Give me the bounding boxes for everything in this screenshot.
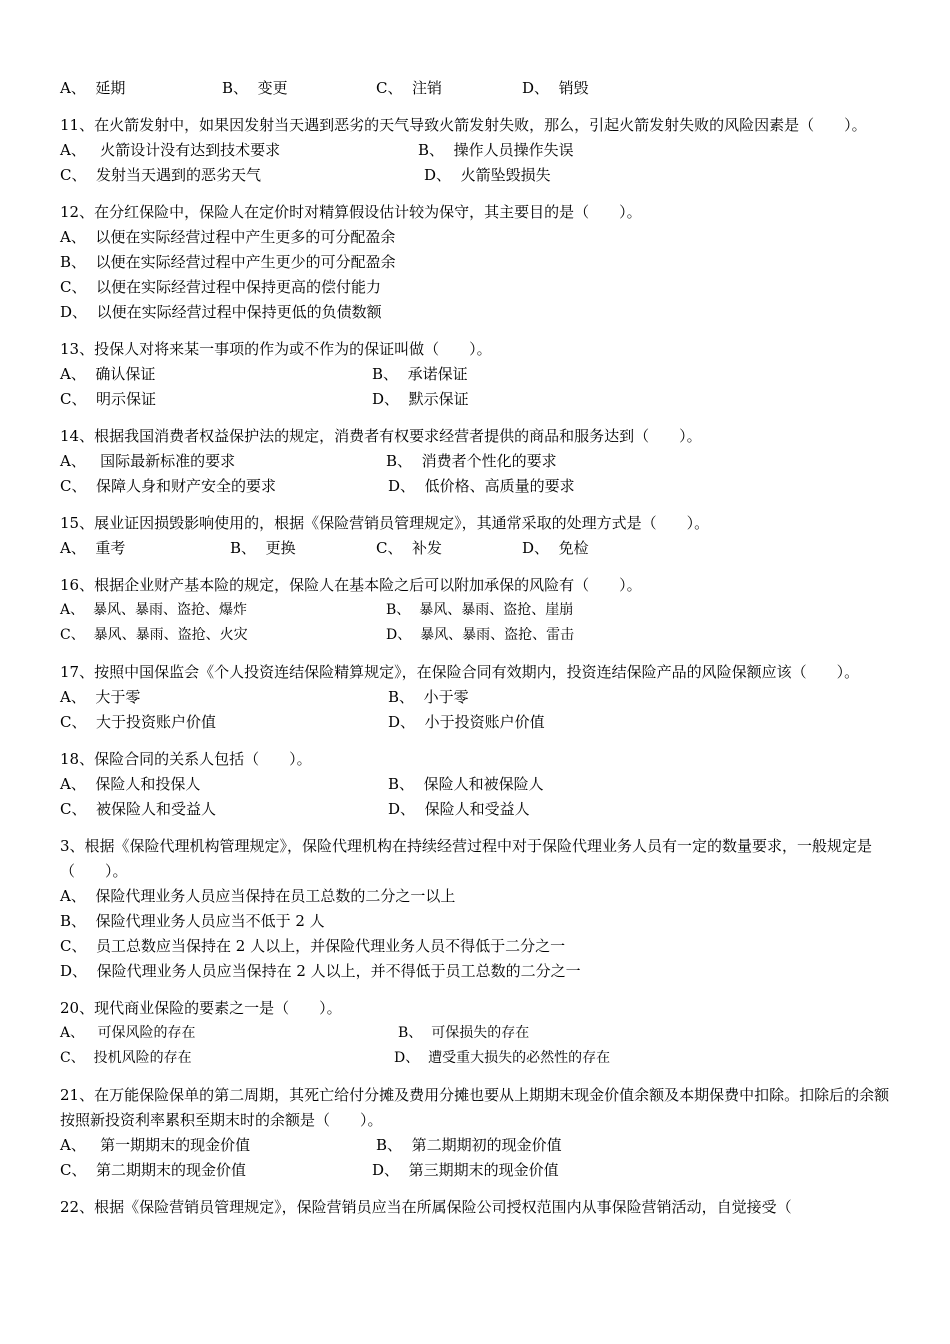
option-b: B、 操作人员操作失误: [418, 141, 574, 159]
option-a: A、 保险人和投保人: [60, 775, 201, 793]
options-row: [60, 536, 900, 561]
option-c: C、 第二期期末的现金价值: [60, 1161, 247, 1179]
option-c: C、 投机风险的存在: [60, 1050, 192, 1066]
question-block: [60, 573, 900, 648]
option-a: A、 第一期期末的现金价值: [60, 1136, 251, 1154]
question-block: [60, 1195, 900, 1220]
option-c: C、 暴风、暴雨、盗抢、火灾: [60, 627, 248, 643]
option-b: B、 保险代理业务人员应当不低于 2 人: [60, 912, 325, 930]
options-row: [60, 623, 900, 648]
question-stem: 3、根据《保险代理机构管理规定》，保险代理机构在持续经营过程中对于保险代理业务人员有一定的数量要求，一般规定是（ ）。: [60, 837, 873, 880]
options-row: [60, 362, 900, 387]
question-block: [60, 337, 900, 412]
option-c: C、 大于投资账户价值: [60, 713, 217, 731]
question-stem: 22、根据《保险营销员管理规定》，保险营销员应当在所属保险公司授权范围内从事保险营销活动，自觉接受（: [60, 1198, 792, 1216]
question-block: [60, 996, 900, 1071]
options-row: [60, 772, 900, 797]
option-a: A、 确认保证: [60, 365, 156, 383]
option-d: D、 低价格、高质量的要求: [388, 477, 575, 495]
options-row: [60, 685, 900, 710]
option-c: C、 注销: [376, 79, 443, 97]
question-block: [60, 1083, 900, 1183]
option-b: B、 以便在实际经营过程中产生更少的可分配盈余: [60, 253, 396, 271]
options-row: [60, 1021, 900, 1046]
options-row: [60, 1158, 900, 1183]
option-d: D、 以便在实际经营过程中保持更低的负债数额: [60, 303, 382, 321]
question-block: [60, 511, 900, 561]
option-a: A、 国际最新标准的要求: [60, 452, 236, 470]
question-block: [60, 834, 900, 984]
option-b: B、 暴风、暴雨、盗抢、崖崩: [386, 602, 574, 618]
option-b: B、 变更: [222, 79, 288, 97]
option-a: A、 延期: [60, 79, 126, 97]
option-d: D、 遭受重大损失的必然性的存在: [394, 1050, 611, 1066]
option-d: D、 火箭坠毁损失: [424, 166, 551, 184]
options-row: [60, 474, 900, 499]
question-stem: 17、按照中国保监会《个人投资连结保险精算规定》，在保险合同有效期内，投资连结保险产品的风险保额应该（ ）。: [60, 663, 860, 681]
option-d: D、 第三期期末的现金价值: [372, 1161, 559, 1179]
options-row: [60, 710, 900, 735]
option-c: C、 补发: [376, 539, 443, 557]
question-stem: 18、保险合同的关系人包括（ ）。: [60, 750, 312, 768]
option-d: D、 保险人和受益人: [388, 800, 530, 818]
question-stem: 16、根据企业财产基本险的规定，保险人在基本险之后可以附加承保的风险有（ ）。: [60, 576, 642, 594]
option-a: A、 火箭设计没有达到技术要求: [60, 141, 281, 159]
options-row: [60, 387, 900, 412]
options-row: [60, 138, 900, 163]
option-a: A、 保险代理业务人员应当保持在员工总数的二分之一以上: [60, 887, 456, 905]
option-c: C、 发射当天遇到的恶劣天气: [60, 166, 262, 184]
options-row: [60, 797, 900, 822]
question-stem: 11、在火箭发射中，如果因发射当天遇到恶劣的天气导致火箭发射失败，那么，引起火箭发射失败的风险因素是（ ）。: [60, 116, 867, 134]
options-row: [60, 449, 900, 474]
question-block: [60, 424, 900, 499]
option-d: D、 默示保证: [372, 390, 469, 408]
option-a: A、 以便在实际经营过程中产生更多的可分配盈余: [60, 228, 396, 246]
option-a: A、 重考: [60, 539, 126, 557]
question-block: [60, 76, 900, 101]
option-a: A、 可保风险的存在: [60, 1025, 196, 1041]
option-b: B、 可保损失的存在: [398, 1025, 530, 1041]
option-d: D、 销毁: [522, 79, 589, 97]
option-b: B、 小于零: [388, 688, 469, 706]
option-d: D、 保险代理业务人员应当保持在 2 人以上，并不得低于员工总数的二分之一: [60, 962, 581, 980]
option-b: B、 承诺保证: [372, 365, 468, 383]
question-stem: 21、在万能保险保单的第二周期，其死亡给付分摊及费用分摊也要从上期期末现金价值余额及本期保费中扣除。扣除后的余额按照新投资利率累积至期末时的余额是（ ）。: [60, 1086, 890, 1129]
option-c: C、 以便在实际经营过程中保持更高的偿付能力: [60, 278, 382, 296]
question-block: [60, 113, 900, 188]
option-c: C、 保障人身和财产安全的要求: [60, 477, 277, 495]
question-stem: 12、在分红保险中，保险人在定价时对精算假设估计较为保守，其主要目的是（ ）。: [60, 203, 642, 221]
option-b: B、 消费者个性化的要求: [386, 452, 557, 470]
option-b: B、 保险人和被保险人: [388, 775, 544, 793]
exam-page: [60, 76, 900, 1220]
question-stem: 13、投保人对将来某一事项的作为或不作为的保证叫做（ ）。: [60, 340, 492, 358]
option-d: D、 小于投资账户价值: [388, 713, 545, 731]
options-row: [60, 163, 900, 188]
option-d: D、 暴风、暴雨、盗抢、雷击: [386, 627, 575, 643]
question-block: [60, 200, 900, 325]
question-block: [60, 660, 900, 735]
question-stem: 15、展业证因损毁影响使用的，根据《保险营销员管理规定》，其通常采取的处理方式是（ ）。: [60, 514, 710, 532]
options-row: [60, 76, 900, 101]
option-c: C、 员工总数应当保持在 2 人以上，并保险代理业务人员不得低于二分之一: [60, 937, 566, 955]
question-stem: 20、现代商业保险的要素之一是（ ）。: [60, 999, 342, 1017]
options-row: [60, 1046, 900, 1071]
option-b: B、 更换: [230, 539, 296, 557]
options-row: [60, 1133, 900, 1158]
option-c: C、 被保险人和受益人: [60, 800, 217, 818]
option-c: C、 明示保证: [60, 390, 157, 408]
option-b: B、 第二期期初的现金价值: [376, 1136, 562, 1154]
option-a: A、 大于零: [60, 688, 141, 706]
question-stem: 14、根据我国消费者权益保护法的规定，消费者有权要求经营者提供的商品和服务达到（ ）。: [60, 427, 702, 445]
options-row: [60, 598, 900, 623]
option-a: A、 暴风、暴雨、盗抢、爆炸: [60, 602, 248, 618]
question-block: [60, 747, 900, 822]
option-d: D、 免检: [522, 539, 589, 557]
